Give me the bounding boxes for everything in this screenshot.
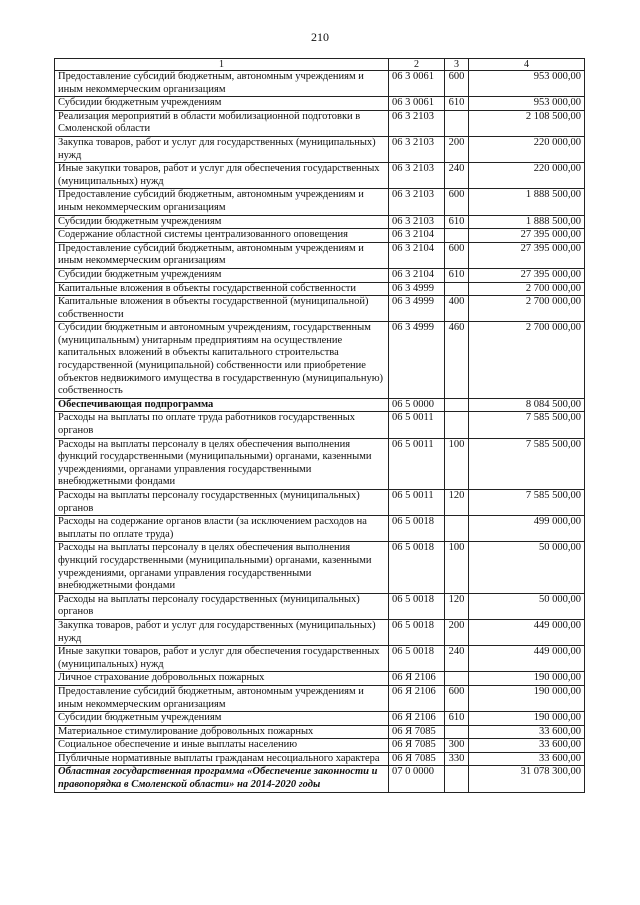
row-expense-type: 330 xyxy=(445,752,469,766)
row-name: Публичные нормативные выплаты гражданам несоциального характера xyxy=(55,752,389,766)
row-amount: 220 000,00 xyxy=(469,136,585,162)
row-amount: 449 000,00 xyxy=(469,619,585,645)
table-row xyxy=(55,189,585,215)
table-row xyxy=(55,619,585,645)
row-expense-type: 100 xyxy=(445,438,469,489)
row-name: Социальное обеспечение и иные выплаты населению xyxy=(55,739,389,753)
table-row xyxy=(55,268,585,282)
row-expense-type: 610 xyxy=(445,268,469,282)
row-name: Расходы на выплаты персоналу в целях обеспечения выполнения функций государственными (муниципальными) органами, казенными учреждениями, органами управления государственными внебюджетными фондами xyxy=(55,542,389,593)
table-row xyxy=(55,725,585,739)
budget-table xyxy=(54,58,585,793)
row-expense-type xyxy=(445,725,469,739)
row-name: Субсидии бюджетным учреждениям xyxy=(55,215,389,229)
row-target-code: 06 3 2104 xyxy=(389,229,445,243)
table-row xyxy=(55,752,585,766)
row-target-code: 06 Я 2106 xyxy=(389,672,445,686)
row-target-code: 06 5 0018 xyxy=(389,646,445,672)
header-col-4: 4 xyxy=(469,59,585,71)
row-amount: 8 084 500,00 xyxy=(469,398,585,412)
row-expense-type: 600 xyxy=(445,685,469,711)
table-row xyxy=(55,229,585,243)
row-expense-type: 610 xyxy=(445,712,469,726)
row-name: Закупка товаров, работ и услуг для государственных (муниципальных) нужд xyxy=(55,619,389,645)
row-expense-type: 100 xyxy=(445,542,469,593)
header-col-3: 3 xyxy=(445,59,469,71)
row-expense-type xyxy=(445,766,469,792)
row-expense-type: 240 xyxy=(445,163,469,189)
table-row xyxy=(55,766,585,792)
row-target-code: 06 5 0000 xyxy=(389,398,445,412)
row-amount: 33 600,00 xyxy=(469,725,585,739)
row-amount: 2 108 500,00 xyxy=(469,110,585,136)
row-target-code: 06 5 0018 xyxy=(389,516,445,542)
row-name: Субсидии бюджетным учреждениям xyxy=(55,268,389,282)
row-expense-type: 460 xyxy=(445,322,469,399)
table-row xyxy=(55,136,585,162)
row-name: Субсидии бюджетным и автономным учреждениям, государственным (муниципальным) унитарным предприятиям на осуществление капитальных вложений в объекты капитального строительства государственной (муниципальной) собственности или приобретение объектов недвижимого имущества в государственную (муниципальную) собственность xyxy=(55,322,389,399)
row-name: Областная государственная программа «Обеспечение законности и правопорядка в Смоленской области» на 2014-2020 годы xyxy=(55,766,389,792)
table-row xyxy=(55,646,585,672)
row-expense-type xyxy=(445,412,469,438)
table-row xyxy=(55,282,585,296)
row-target-code: 06 3 2103 xyxy=(389,163,445,189)
row-name: Реализация мероприятий в области мобилизационной подготовки в Смоленской области xyxy=(55,110,389,136)
row-name: Расходы на выплаты персоналу государственных (муниципальных) органов xyxy=(55,490,389,516)
row-name: Обеспечивающая подпрограмма xyxy=(55,398,389,412)
row-expense-type: 240 xyxy=(445,646,469,672)
row-name: Материальное стимулирование добровольных пожарных xyxy=(55,725,389,739)
row-target-code: 06 5 0018 xyxy=(389,593,445,619)
row-target-code: 06 3 2103 xyxy=(389,110,445,136)
row-amount: 7 585 500,00 xyxy=(469,412,585,438)
row-target-code: 06 3 2103 xyxy=(389,215,445,229)
row-amount: 27 395 000,00 xyxy=(469,229,585,243)
row-amount: 27 395 000,00 xyxy=(469,268,585,282)
row-amount: 190 000,00 xyxy=(469,685,585,711)
row-amount: 50 000,00 xyxy=(469,593,585,619)
row-target-code: 06 3 0061 xyxy=(389,97,445,111)
table-row xyxy=(55,490,585,516)
table-row xyxy=(55,322,585,399)
row-name: Содержание областной системы централизованного оповещения xyxy=(55,229,389,243)
row-name: Расходы на выплаты по оплате труда работников государственных органов xyxy=(55,412,389,438)
table-row xyxy=(55,412,585,438)
table-row xyxy=(55,672,585,686)
table-row xyxy=(55,97,585,111)
row-name: Расходы на содержание органов власти (за исключением расходов на выплаты по оплате труда) xyxy=(55,516,389,542)
row-expense-type: 600 xyxy=(445,189,469,215)
table-header-row xyxy=(55,59,585,71)
row-amount: 1 888 500,00 xyxy=(469,189,585,215)
row-target-code: 06 Я 7085 xyxy=(389,725,445,739)
row-target-code: 06 3 0061 xyxy=(389,71,445,97)
row-name: Капитальные вложения в объекты государственной собственности xyxy=(55,282,389,296)
row-target-code: 06 Я 7085 xyxy=(389,739,445,753)
table-row xyxy=(55,242,585,268)
row-expense-type: 600 xyxy=(445,242,469,268)
row-name: Предоставление субсидий бюджетным, автономным учреждениям и иным некоммерческим организациям xyxy=(55,71,389,97)
row-amount: 33 600,00 xyxy=(469,739,585,753)
table-row xyxy=(55,110,585,136)
row-amount: 7 585 500,00 xyxy=(469,490,585,516)
header-col-1: 1 xyxy=(55,59,389,71)
row-amount: 449 000,00 xyxy=(469,646,585,672)
table-row xyxy=(55,593,585,619)
row-expense-type: 200 xyxy=(445,619,469,645)
row-amount: 2 700 000,00 xyxy=(469,282,585,296)
row-target-code: 06 5 0018 xyxy=(389,619,445,645)
row-name: Предоставление субсидий бюджетным, автономным учреждениям и иным некоммерческим организациям xyxy=(55,242,389,268)
row-expense-type xyxy=(445,516,469,542)
row-target-code: 06 3 2103 xyxy=(389,136,445,162)
page-number: 210 xyxy=(311,30,329,44)
row-target-code: 06 Я 7085 xyxy=(389,752,445,766)
row-amount: 2 700 000,00 xyxy=(469,322,585,399)
row-amount: 2 700 000,00 xyxy=(469,296,585,322)
row-target-code: 06 5 0018 xyxy=(389,542,445,593)
row-expense-type xyxy=(445,229,469,243)
row-name: Субсидии бюджетным учреждениям xyxy=(55,97,389,111)
table-row xyxy=(55,163,585,189)
row-expense-type xyxy=(445,282,469,296)
table-row xyxy=(55,685,585,711)
row-amount: 33 600,00 xyxy=(469,752,585,766)
row-expense-type: 120 xyxy=(445,490,469,516)
row-target-code: 06 3 2103 xyxy=(389,189,445,215)
table-row xyxy=(55,542,585,593)
row-target-code: 06 5 0011 xyxy=(389,412,445,438)
row-amount: 190 000,00 xyxy=(469,712,585,726)
row-expense-type xyxy=(445,110,469,136)
row-target-code: 07 0 0000 xyxy=(389,766,445,792)
row-expense-type: 300 xyxy=(445,739,469,753)
table-row xyxy=(55,739,585,753)
row-amount: 7 585 500,00 xyxy=(469,438,585,489)
row-expense-type: 400 xyxy=(445,296,469,322)
table-row xyxy=(55,398,585,412)
row-target-code: 06 Я 2106 xyxy=(389,685,445,711)
row-target-code: 06 3 4999 xyxy=(389,322,445,399)
row-amount: 190 000,00 xyxy=(469,672,585,686)
row-name: Личное страхование добровольных пожарных xyxy=(55,672,389,686)
row-name: Капитальные вложения в объекты государственной (муниципальной) собственности xyxy=(55,296,389,322)
row-expense-type: 610 xyxy=(445,97,469,111)
table-row xyxy=(55,712,585,726)
row-amount: 953 000,00 xyxy=(469,97,585,111)
row-name: Расходы на выплаты персоналу государственных (муниципальных) органов xyxy=(55,593,389,619)
row-name: Предоставление субсидий бюджетным, автономным учреждениям и иным некоммерческим организациям xyxy=(55,189,389,215)
table-row xyxy=(55,296,585,322)
row-expense-type: 200 xyxy=(445,136,469,162)
row-target-code: 06 Я 2106 xyxy=(389,712,445,726)
row-amount: 1 888 500,00 xyxy=(469,215,585,229)
row-target-code: 06 3 4999 xyxy=(389,282,445,296)
header-col-2: 2 xyxy=(389,59,445,71)
row-amount: 499 000,00 xyxy=(469,516,585,542)
row-name: Закупка товаров, работ и услуг для государственных (муниципальных) нужд xyxy=(55,136,389,162)
row-amount: 31 078 300,00 xyxy=(469,766,585,792)
row-name: Субсидии бюджетным учреждениям xyxy=(55,712,389,726)
row-expense-type: 600 xyxy=(445,71,469,97)
row-expense-type xyxy=(445,398,469,412)
row-name: Иные закупки товаров, работ и услуг для обеспечения государственных (муниципальных) нужд xyxy=(55,163,389,189)
row-target-code: 06 5 0011 xyxy=(389,490,445,516)
table-row xyxy=(55,71,585,97)
row-amount: 50 000,00 xyxy=(469,542,585,593)
row-name: Расходы на выплаты персоналу в целях обеспечения выполнения функций государственными (муниципальными) органами, казенными учреждениями, органами управления государственными внебюджетными фондами xyxy=(55,438,389,489)
row-amount: 27 395 000,00 xyxy=(469,242,585,268)
row-expense-type: 120 xyxy=(445,593,469,619)
row-target-code: 06 3 4999 xyxy=(389,296,445,322)
table-row xyxy=(55,516,585,542)
row-amount: 220 000,00 xyxy=(469,163,585,189)
row-target-code: 06 3 2104 xyxy=(389,268,445,282)
table-row xyxy=(55,215,585,229)
table-row xyxy=(55,438,585,489)
row-name: Иные закупки товаров, работ и услуг для обеспечения государственных (муниципальных) нужд xyxy=(55,646,389,672)
row-name: Предоставление субсидий бюджетным, автономным учреждениям и иным некоммерческим организациям xyxy=(55,685,389,711)
row-target-code: 06 5 0011 xyxy=(389,438,445,489)
row-expense-type xyxy=(445,672,469,686)
row-target-code: 06 3 2104 xyxy=(389,242,445,268)
row-expense-type: 610 xyxy=(445,215,469,229)
row-amount: 953 000,00 xyxy=(469,71,585,97)
